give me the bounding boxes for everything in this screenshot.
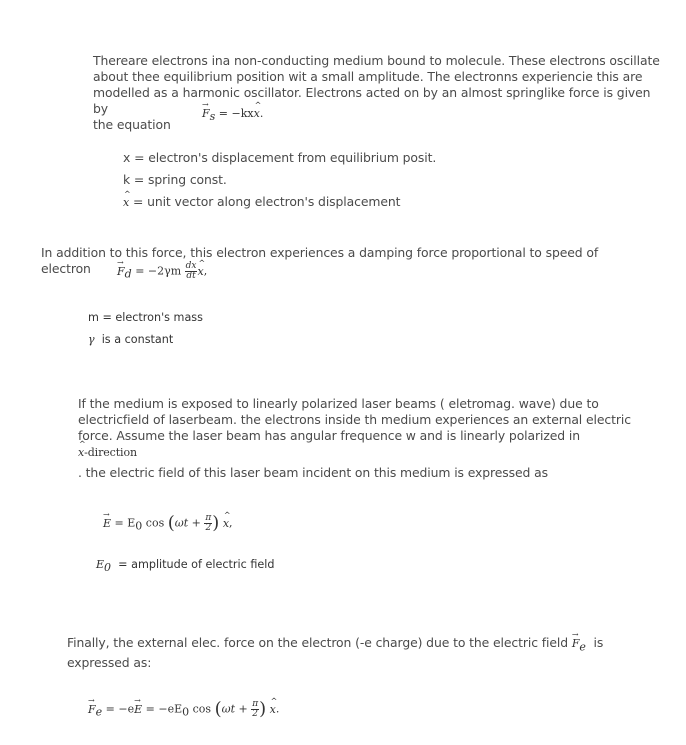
intro-line-4: the equation: [93, 117, 171, 132]
intro-line-3: modelled as a harmonic oscillator. Electrons acted on by an almost springlike force is given by: [93, 85, 651, 116]
xhat-symbol: ^ x: [123, 192, 129, 214]
laser-line-2: electricfield of laserbeam. the electrons inside th medium experiences an external electric: [78, 412, 631, 427]
laser-paragraph: [78, 396, 658, 461]
intro-line-2: about thee equilibrium position wit a small amplitude. The electronns experiencie this are: [93, 69, 643, 84]
def-displacement: x = electron's displacement from equilibrium posit.: [123, 150, 437, 165]
intro-line-1: Thereare electrons ina non-conducting medium bound to molecule. These electrons oscillate: [93, 53, 660, 68]
spring-definitions: [123, 147, 543, 214]
electric-field-equation: → $E = E_0$ cos (ωt + $\frac{\pi}{2}$ ) ^ x,: [103, 514, 233, 535]
damping-line-1: In addition to this force, this electron experiences a damping force proportional to speed of: [41, 245, 599, 260]
def-mass: m = electron's mass: [88, 311, 203, 324]
gamma-symbol: γ: [88, 333, 95, 346]
laser-line-3: force. Assume the laser beam has angular frequence w and is linearly polarized in: [78, 428, 580, 443]
external-force-line-1: Finally, the external elec. force on the electron (-e charge) due to the electric field → $F_e$ is: [67, 635, 657, 655]
external-force-paragraph: [67, 635, 657, 671]
def-gamma: γ is a constant: [88, 333, 174, 346]
laser-direction: ^ x-direction: [78, 444, 658, 461]
field-amplitude-definition: $E_0$ = amplitude of electric field: [96, 558, 275, 575]
damping-definitions: [88, 307, 388, 351]
def-spring-const: k = spring const.: [123, 172, 227, 187]
spring-force-equation: → $F_s$ = −kx^ x.: [202, 106, 263, 125]
laser-line-1: If the medium is exposed to linearly polarized laser beams ( eletromag. wave) due to: [78, 396, 599, 411]
laser-line-4: . the electric field of this laser beam incident on this medium is expressed as: [78, 465, 548, 480]
def-unit-vector: ^ x = unit vector along electron's displacement: [123, 191, 543, 214]
damping-line-2: electron: [41, 261, 91, 276]
external-force-line-2: expressed as:: [67, 655, 152, 671]
damping-force-equation: → $F_d = -2\gamma m$ $\frac{dx}{dt}$ ^ x,: [117, 262, 207, 283]
external-force-equation: → $F_e = -e\to E = -eE_0$ cos (ωt + $\frac{\pi}{2}$ ) ^ x.: [88, 700, 279, 721]
intro-paragraph: [93, 53, 663, 133]
